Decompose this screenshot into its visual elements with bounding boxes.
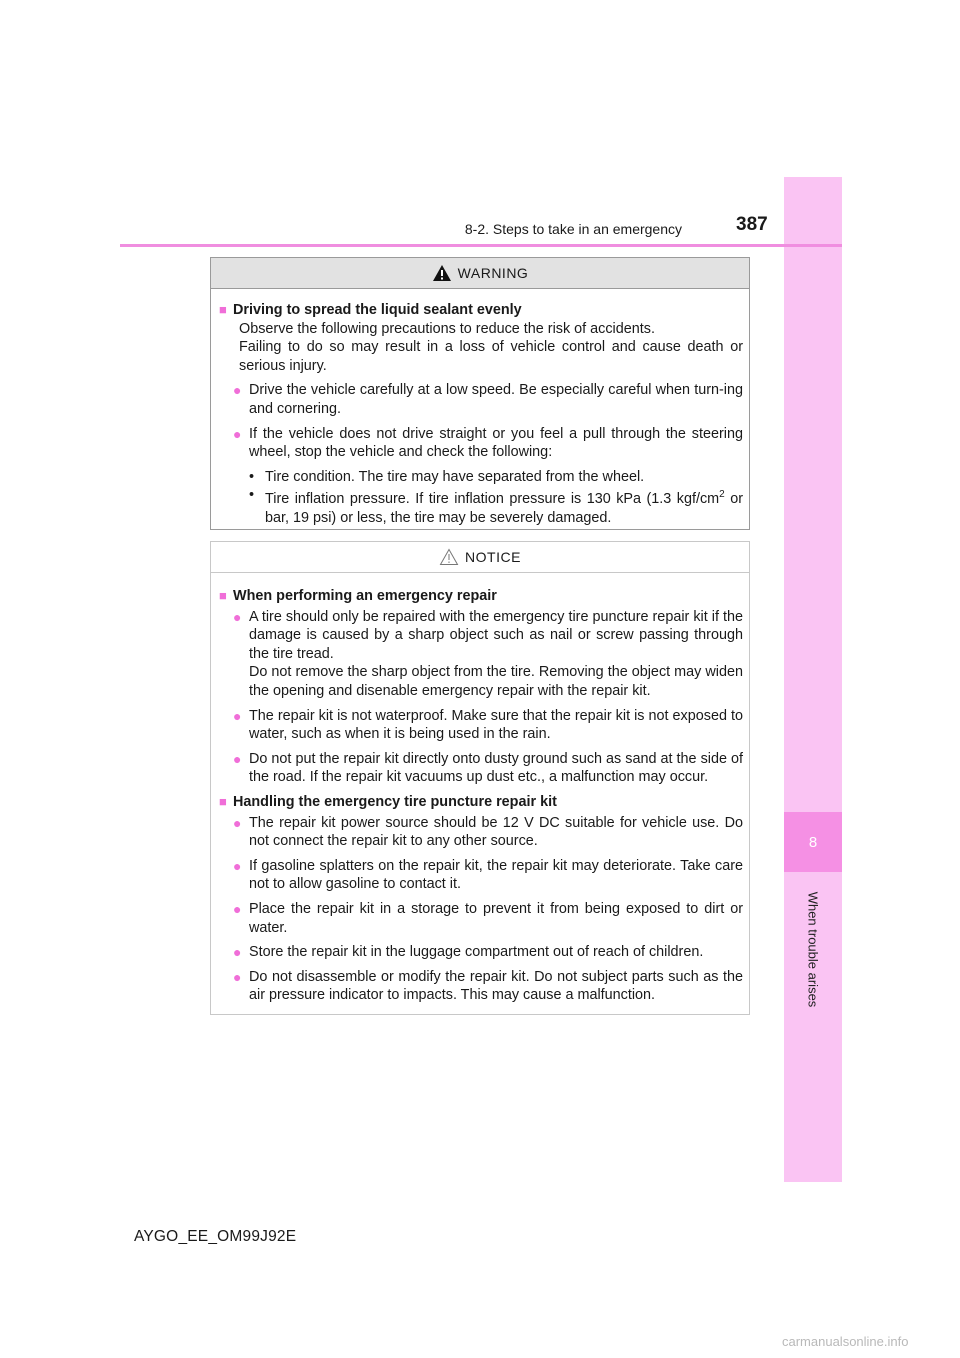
pressure-text: Tire inflation pressure. If tire inflation pressure is 130 kPa (1.3 kgf/cm <box>265 491 720 508</box>
small-bullet-icon: • <box>249 487 255 504</box>
side-chapter-tab <box>784 177 842 1182</box>
circle-bullet-icon: ● <box>233 814 242 831</box>
list-item-text: If the vehicle does not drive straight or you feel a pull through the steering wheel, stop the vehicle and check the following: <box>249 425 743 461</box>
notice-heading-text: When performing an emergency repair <box>233 588 497 604</box>
square-bullet-icon: ■ <box>219 588 227 603</box>
small-bullet-icon: • <box>249 468 255 485</box>
chapter-number: 8 <box>784 812 842 872</box>
notice-heading-text: Handling the emergency tire puncture repair kit <box>233 793 557 810</box>
warning-box <box>210 257 750 530</box>
list-item-text: Store the repair kit in the luggage compartment out of reach of children. <box>249 944 704 961</box>
list-item-text-part: Do not remove the sharp object from the tire. Removing the object may widen the opening and disenable emergency repair with the repair kit. <box>249 664 743 699</box>
circle-bullet-icon: ● <box>233 750 242 767</box>
circle-bullet-icon: ● <box>233 968 242 985</box>
notice-section-heading <box>219 587 743 606</box>
sub-list-item <box>249 468 743 487</box>
chapter-title-text: When trouble arises <box>805 891 821 1007</box>
notice-header <box>211 542 749 573</box>
notice-title: NOTICE <box>465 549 521 565</box>
warning-heading-text: Driving to spread the liquid sealant evenly <box>233 302 522 318</box>
circle-bullet-icon: ● <box>233 425 242 442</box>
list-item <box>233 900 743 937</box>
warning-paragraph: Failing to do so may result in a loss of vehicle control and cause death or serious injury. <box>239 339 743 374</box>
circle-bullet-icon: ● <box>233 608 242 625</box>
sub-item-text: Tire condition. The tire may have separated from the wheel. <box>265 468 645 485</box>
list-item <box>233 707 743 744</box>
list-item <box>233 608 743 701</box>
list-item <box>233 943 743 962</box>
page-number: 387 <box>736 214 768 235</box>
watermark-text: carmanualsonline.info <box>782 1334 909 1349</box>
list-item-text: If gasoline splatters on the repair kit, the repair kit may deteriorate. Take care not to allow gasoline to contact it. <box>249 857 743 893</box>
list-item-text: The repair kit is not waterproof. Make sure that the repair kit is not exposed to water, such as when it is being used in the rain. <box>249 707 743 743</box>
list-item-text: The repair kit power source should be 12 V DC suitable for vehicle use. Do not connect the repair kit to any other source. <box>249 814 743 850</box>
warning-section-heading <box>219 301 743 320</box>
circle-bullet-icon: ● <box>233 707 242 724</box>
circle-bullet-icon: ● <box>233 382 242 399</box>
section-header <box>464 221 682 237</box>
list-item <box>233 425 743 462</box>
sub-list-item <box>249 486 743 527</box>
circle-bullet-icon: ● <box>233 944 242 961</box>
list-item <box>233 857 743 894</box>
warning-title: WARNING <box>457 265 529 281</box>
list-item <box>233 968 743 1005</box>
list-item-text: Place the repair kit in a storage to prevent it from being exposed to dirt or water. <box>249 900 743 936</box>
notice-triangle-icon <box>439 548 459 566</box>
section-header-text: 8-2. Steps to take in an emergency <box>464 221 682 237</box>
warning-body <box>211 289 749 539</box>
list-item <box>233 814 743 851</box>
header-rule <box>120 244 842 247</box>
square-bullet-icon: ■ <box>219 302 227 317</box>
notice-body <box>211 573 749 1017</box>
pressure-text-cont: or bar, 19 psi) or less, the tire may be severely damaged. <box>265 491 743 526</box>
list-item-text: Do not disassemble or modify the repair kit. Do not subject parts such as the air pressure indicator to impacts. This may cause a malfunction. <box>249 968 743 1004</box>
list-item <box>233 750 743 787</box>
list-item-text-part: A tire should only be repaired with the emergency tire puncture repair kit if the damage is caused by a sharp object such as nail or screw passing through the tire tread. <box>249 608 743 662</box>
circle-bullet-icon: ● <box>233 900 242 917</box>
warning-header <box>211 258 749 289</box>
notice-section-heading <box>219 793 743 812</box>
chapter-title <box>786 884 840 1014</box>
sub-item-text <box>265 486 743 527</box>
list-item <box>233 381 743 418</box>
superscript: 2 <box>719 489 725 501</box>
list-item-text <box>249 608 743 701</box>
document-code: AYGO_EE_OM99J92E <box>134 1228 297 1245</box>
list-item-text: Drive the vehicle carefully at a low speed. Be especially careful when turn-ing and cornering. <box>249 382 743 417</box>
list-item-text: Do not put the repair kit directly onto dusty ground such as sand at the side of the road. If the repair kit vacuums up dust etc., a malfunction may occur. <box>249 750 743 786</box>
square-bullet-icon: ■ <box>219 793 227 809</box>
circle-bullet-icon: ● <box>233 857 242 874</box>
notice-box <box>210 541 750 1015</box>
warning-triangle-icon <box>432 264 452 282</box>
warning-paragraph: Observe the following precautions to reduce the risk of accidents. <box>239 320 655 337</box>
